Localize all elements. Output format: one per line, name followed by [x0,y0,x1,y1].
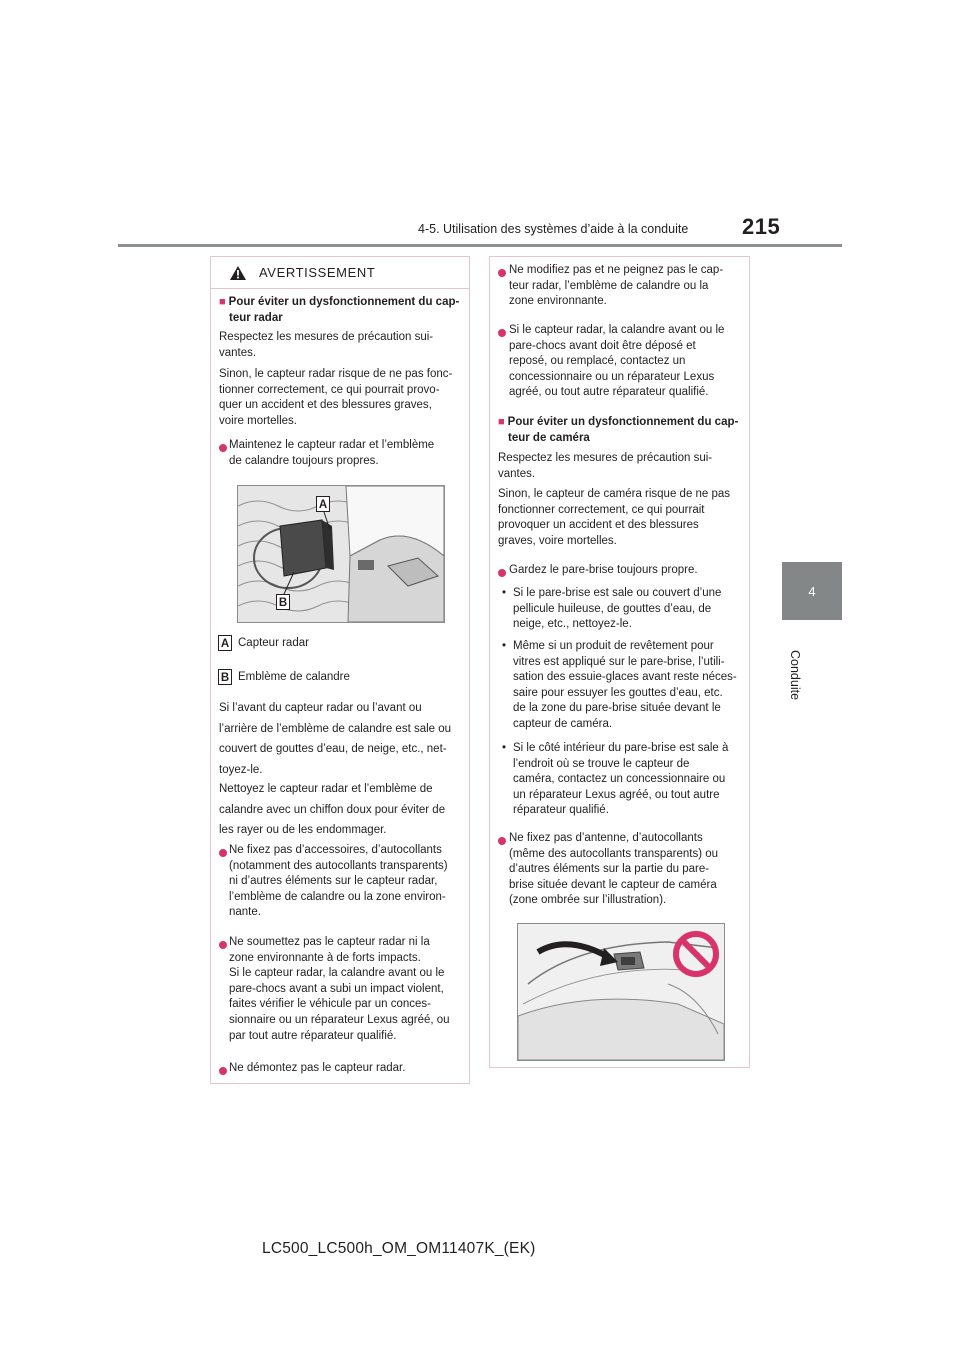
square-bullet-icon: ■ [498,416,505,428]
warning-box-left [210,256,470,1084]
bullet-dot-icon [498,569,506,577]
bullet-dot-icon [498,329,506,337]
chapter-number: 4 [808,584,816,599]
sub-list-item: Si le côté intérieur du pare-brise est sale à l’endroit où se trouve le capteur de caméra, contactez un concessionnaire ou un réparateur Lexus agréé, ou tout autre réparateur qualifié. [513,742,729,817]
sub-list-item: Si le pare-brise est sale ou couvert d’une pellicule huileuse, de gouttes d’eau, de neige, etc., nettoyez-le. [513,587,722,631]
legend-key-a: A [218,635,232,651]
sub-bullet-marker: • [502,640,507,652]
legend-key-b: B [218,669,232,685]
bullet-dot-icon [219,1067,227,1075]
radar-sensor-illustration [237,485,445,623]
paragraph: Sinon, le capteur de caméra risque de ne pas fonctionner correctement, ce qui pourrait provoquer un accident et des blessures graves, voire mortelles. [498,488,731,547]
sub-list-item: Même si un produit de revêtement pour vitres est appliqué sur le pare-brise, l’utili- sation des essuie-glaces avant reste néces- saire pour essuyer les gouttes d’eau, etc. de la zone du pare-brise située devant le capteur de caméra. [513,640,737,730]
list-item: Maintenez le capteur radar et l’emblème de calandre toujours propres. [229,439,435,467]
sub-bullet-marker: • [502,587,507,599]
document-code: LC500_LC500h_OM_OM11407K_(EK) [262,1240,536,1257]
callout-b: B [276,594,290,610]
paragraph: Respectez les mesures de précaution sui- vantes. [219,331,434,359]
bullet-dot-icon [219,849,227,857]
heading-camera: ■ Pour éviter un dysfonctionnement du cap- teur de caméra [498,416,739,444]
header-rule [118,244,842,247]
section-title: 4-5. Utilisation des systèmes d’aide à la conduite [418,222,689,236]
paragraph: Respectez les mesures de précaution sui- vantes. [498,452,713,480]
bullet-dot-icon [498,837,506,845]
square-bullet-icon: ■ [219,296,226,308]
list-item: Ne fixez pas d’accessoires, d’autocollants (notamment des autocollants transparents) ni d’autres éléments sur le capteur radar, l’emblème de calandre ou la zone environ- nante. [229,844,448,919]
legend-b: Emblème de calandre [238,671,350,683]
paragraph: Nettoyez le capteur radar et l’emblème de calandre avec un chiffon doux pour éviter de les rayer ou de les endommager. [219,783,446,836]
list-item: Si le capteur radar, la calandre avant ou le pare-chocs avant doit être déposé et reposé, ou remplacé, contactez un concessionnaire ou un réparateur Lexus agréé, ou tout autre réparateur qualifié. [509,324,725,399]
list-item: Ne modifiez pas et ne peignez pas le cap- teur radar, l’emblème de calandre ou la zone environnante. [509,264,724,308]
warning-title-bar [211,257,469,289]
bullet-dot-icon [498,269,506,277]
list-item: Ne fixez pas d’antenne, d’autocollants (même des autocollants transparents) ou d’autres éléments sur la partie du pare- brise située devant le capteur de caméra (zone ombrée sur l’illustration). [509,832,719,907]
bullet-dot-icon [219,941,227,949]
callout-a: A [316,496,330,512]
list-item: Ne démontez pas le capteur radar. [229,1062,406,1074]
list-item: Gardez le pare-brise toujours propre. [509,564,698,576]
chapter-label: Conduite [788,650,802,701]
heading-radar: ■ Pour éviter un dysfonctionnement du cap- teur radar [219,296,460,324]
warning-triangle-icon [229,265,247,281]
page-number: 215 [742,214,781,239]
warning-title: AVERTISSEMENT [259,265,376,280]
paragraph: Sinon, le capteur radar risque de ne pas fonc- tionner correctement, ce qui pourrait provo- quer un accident et des blessures graves, voire mortelles. [219,368,453,427]
paragraph: Si l’avant du capteur radar ou l’avant ou l’arrière de l’emblème de calandre est sale ou couvert de gouttes d’eau, de neige, etc., net- toyez-le. [219,702,452,776]
grille-illustration [238,486,444,622]
prohibited-icon [672,930,720,978]
sub-bullet-marker: • [502,742,507,754]
bullet-dot-icon [219,444,227,452]
legend-a: Capteur radar [238,637,309,649]
warning-box-right [489,256,750,1068]
list-item: Ne soumettez pas le capteur radar ni la zone environnante à de forts impacts. Si le capteur radar, la calandre avant ou le pare-chocs avant a subi un impact violent, faites vérifier le véhicule par un conces- sionnaire ou un réparateur Lexus agréé, ou par tout autre réparateur qualifié. [229,936,450,1042]
windshield-illustration [517,923,725,1061]
